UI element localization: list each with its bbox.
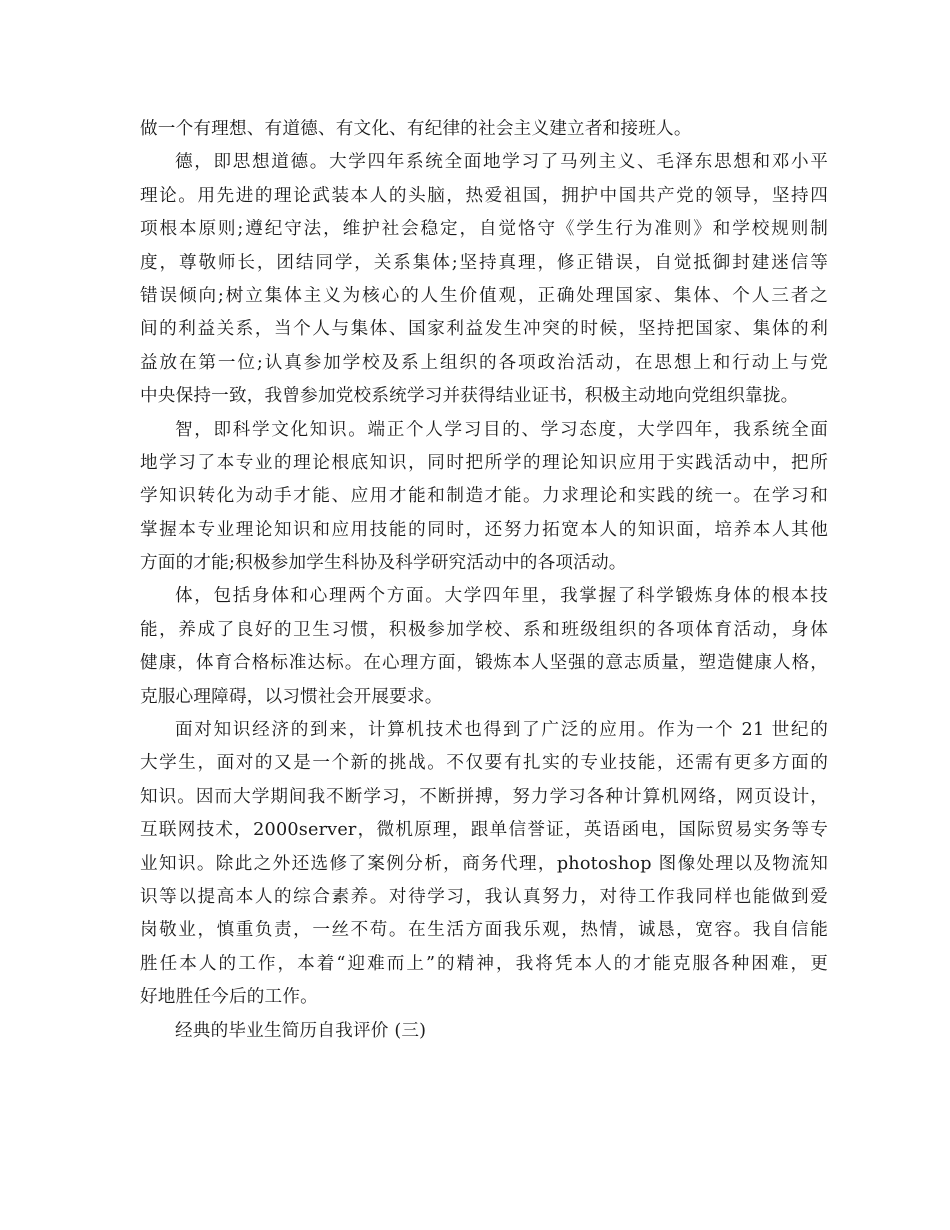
paragraph-line: 方面的才能;积极参加学生科协及科学研究活动中的各项活动。 [140, 553, 627, 574]
paragraph-line: 互联网技术，2000server，微机原理，跟单信誉证，英语函电，国际贸易实务等专 [140, 820, 828, 841]
paragraph-first-line: 德，即思想道德。大学四年系统全面地学习了马列主义、毛泽东思想和邓小平 [175, 152, 828, 173]
paragraph-line: 知识。因而大学期间我不断学习，不断拼搏，努力学习各种计算机网络，网页设计， [140, 786, 828, 807]
paragraph-line: 中央保持一致，我曾参加党校系统学习并获得结业证书，积极主动地向党组织靠拢。 [140, 386, 799, 407]
paragraph-line: 胜任本人的工作，本着“迎难而上”的精神，我将凭本人的才能克服各种困难，更 [140, 953, 828, 974]
paragraph-first-line: 经典的毕业生简历自我评价 (三) [175, 1020, 427, 1041]
paragraph-line: 健康，体育合格标准达标。在心理方面，锻炼本人坚强的意志质量，塑造健康人格， [140, 653, 828, 674]
document-body [140, 113, 828, 1048]
paragraph-first-line: 体，包括身体和心理两个方面。大学四年里，我掌握了科学锻炼身体的根本技 [175, 586, 828, 607]
paragraph-line: 掌握本专业理论知识和应用技能的同时，还努力拓宽本人的知识面，培养本人其他 [140, 519, 828, 540]
paragraph-first-line: 智，即科学文化知识。端正个人学习目的、学习态度，大学四年，我系统全面 [175, 419, 828, 440]
paragraph-first-line: 面对知识经济的到来，计算机技术也得到了广泛的应用。作为一个 21 世纪的 [175, 720, 828, 741]
paragraph-line: 岗敬业，慎重负责，一丝不苟。在生活方面我乐观，热情，诚恳，宽容。我自信能 [140, 920, 828, 941]
paragraph-line: 做一个有理想、有道德、有文化、有纪律的社会主义建立者和接班人。 [140, 119, 692, 139]
paragraph-line: 度，尊敬师长，团结同学，关系集体;坚持真理，修正错误，自觉抵御封建迷信等 [140, 252, 828, 273]
paragraph-line: 项根本原则;遵纪守法，维护社会稳定，自觉恪守《学生行为准则》和学校规则制 [140, 219, 828, 240]
paragraph-line: 理论。用先进的理论武装本人的头脑，热爱祖国，拥护中国共产党的领导，坚持四 [140, 185, 828, 206]
paragraph-line: 好地胜任今后的工作。 [140, 987, 318, 1008]
paragraph-line: 间的利益关系，当个人与集体、国家利益发生冲突的时候，坚持把国家、集体的利 [140, 319, 828, 340]
paragraph-line: 识等以提高本人的综合素养。对待学习，我认真努力，对待工作我同样也能做到爱 [140, 886, 828, 907]
paragraph-line: 益放在第一位;认真参加学校及系上组织的各项政治活动，在思想上和行动上与党 [140, 352, 828, 373]
paragraph-line: 错误倾向;树立集体主义为核心的人生价值观，正确处理国家、集体、个人三者之 [140, 285, 828, 306]
paragraph-line: 学知识转化为动手才能、应用才能和制造才能。力求理论和实践的统一。在学习和 [140, 486, 828, 507]
paragraph-line: 克服心理障碍，以习惯社会开展要求。 [140, 686, 443, 707]
paragraph-line: 业知识。除此之外还选修了案例分析，商务代理，photoshop 图像处理以及物流知 [140, 853, 828, 874]
paragraph-line: 能，养成了良好的卫生习惯，积极参加学校、系和班级组织的各项体育活动，身体 [140, 619, 828, 640]
paragraph-line: 地学习了本专业的理论根底知识，同时把所学的理论知识应用于实践活动中，把所 [140, 452, 828, 473]
paragraph-line: 大学生，面对的又是一个新的挑战。不仅要有扎实的专业技能，还需有更多方面的 [140, 753, 828, 774]
